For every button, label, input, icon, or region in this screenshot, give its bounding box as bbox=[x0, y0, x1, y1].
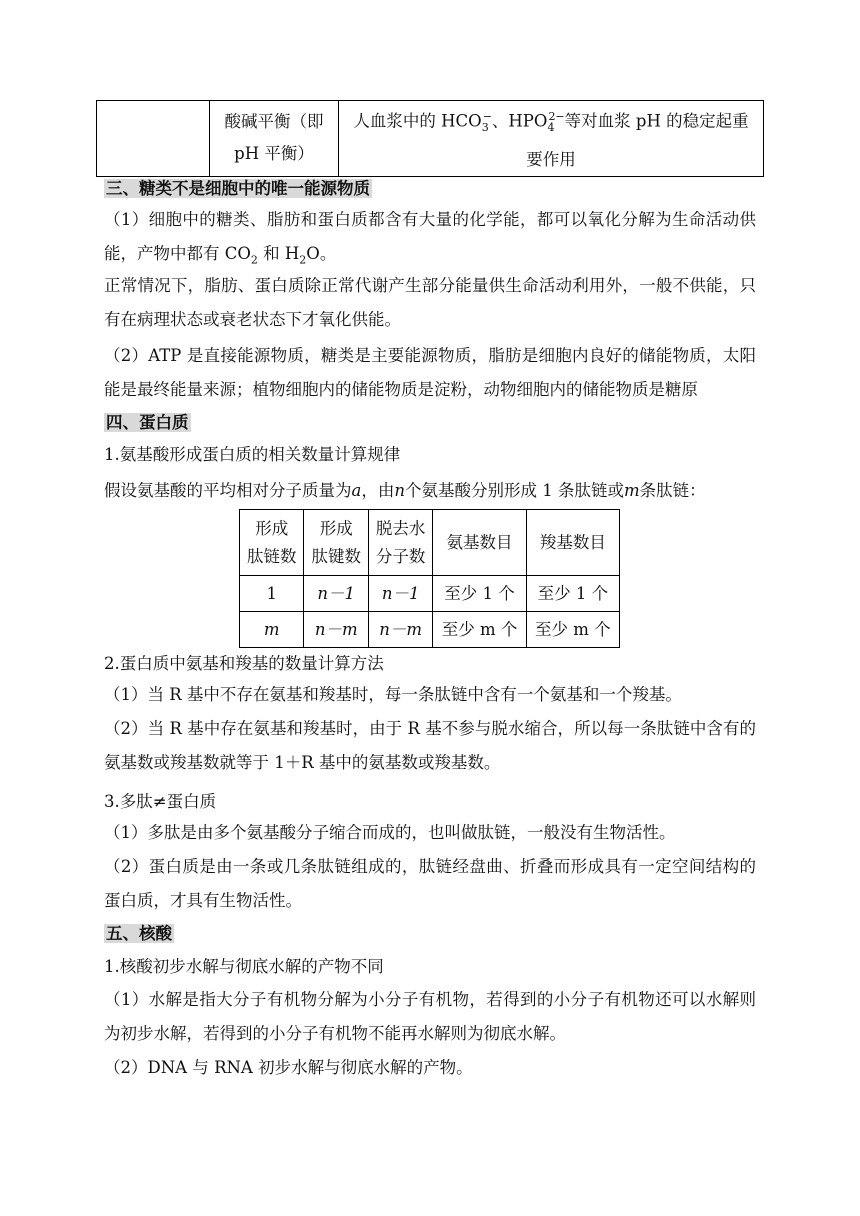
section-heading: 四、蛋白质 bbox=[106, 413, 189, 432]
table-cell: 至少 1 个 bbox=[433, 576, 526, 612]
paragraph: （2）DNA 与 RNA 初步水解与彻底水解的产物。 bbox=[104, 1058, 473, 1077]
table-cell: 1 bbox=[240, 576, 304, 612]
header-cell: 形成 肽键数 bbox=[304, 510, 368, 576]
section-heading: 三、糖类不是细胞中的唯一能源物质 bbox=[106, 179, 370, 198]
paragraph: （1）细胞中的糖类、脂肪和蛋白质都含有大量的化学能，都可以氧化分解为生命活动供能，产物中都有 $CO_2$ 和 $H_2O$。 bbox=[104, 210, 756, 267]
subheading: 3.多肽≠蛋白质 bbox=[104, 792, 217, 811]
paragraph: （2）ATP 是直接能源物质，糖类是主要能源物质，脂肪是细胞内良好的储能物质，太阳能是最终能量来源；植物细胞内的储能物质是淀粉，动物细胞内的储能物质是糖原 bbox=[104, 346, 756, 399]
paragraph: （2）当 R 基中存在氨基和羧基时，由于 R 基不参与脱水缩合，所以每一条肽链中含有的氨基数或羧基数就等于 1＋R 基中的氨基数或羧基数。 bbox=[104, 719, 756, 772]
header-cell: 氨基数目 bbox=[433, 510, 526, 576]
paragraph: （1）当 R 基中不存在氨基和羧基时，每一条肽链中含有一个氨基和一个羧基。 bbox=[104, 685, 682, 704]
empty-cell bbox=[97, 101, 210, 177]
table-cell: m bbox=[240, 612, 304, 648]
paragraph: （1）水解是指大分子有机物分解为小分子有机物，若得到的小分子有机物还可以水解则为初步水解，若得到的小分子有机物不能再水解则为彻底水解。 bbox=[104, 990, 756, 1043]
subheading: 2.蛋白质中氨基和羧基的数量计算方法 bbox=[104, 654, 384, 673]
amino-acid-table bbox=[239, 509, 620, 648]
header-cell: 形成 肽链数 bbox=[240, 510, 304, 576]
paragraph: （1）多肽是由多个氨基酸分子缩合而成的，也叫做肽链，一般没有生物活性。 bbox=[104, 823, 676, 842]
paragraph: （2）蛋白质是由一条或几条肽链组成的，肽链经盘曲、折叠而形成具有一定空间结构的蛋白质，才具有生物活性。 bbox=[104, 857, 756, 910]
table-cell: n－1 bbox=[368, 576, 432, 612]
subheading: 1.氨基酸形成蛋白质的相关数量计算规律 bbox=[104, 445, 401, 464]
table-cell: n－1 bbox=[304, 576, 368, 612]
acid-base-desc-cell: 人血浆中的 $HCO_3^-$、$HPO_4^{2-}$等对血浆 pH 的稳定起重 要作用 bbox=[339, 101, 764, 177]
section-heading: 五、核酸 bbox=[106, 924, 172, 943]
header-cell: 羧基数目 bbox=[526, 510, 619, 576]
table-cell: 至少 m 个 bbox=[433, 612, 526, 648]
table-cell: n－m bbox=[304, 612, 368, 648]
paragraph: 正常情况下，脂肪、蛋白质除正常代谢产生部分能量供生命活动利用外，一般不供能，只有在病理状态或衰老状态下才氧化供能。 bbox=[104, 276, 756, 329]
table-cell: 至少 m 个 bbox=[526, 612, 619, 648]
paragraph: 假设氨基酸的平均相对分子质量为a，由n个氨基酸分别形成 1 条肽链或m条肽链： bbox=[104, 481, 706, 500]
table-cell: 至少 1 个 bbox=[526, 576, 619, 612]
header-cell: 脱去水 分子数 bbox=[368, 510, 432, 576]
acid-base-label-cell: 酸碱平衡（即 pH 平衡） bbox=[210, 101, 339, 177]
table-cell: n－m bbox=[368, 612, 432, 648]
subheading: 1.核酸初步水解与彻底水解的产物不同 bbox=[104, 957, 384, 976]
acid-base-table bbox=[96, 100, 764, 177]
